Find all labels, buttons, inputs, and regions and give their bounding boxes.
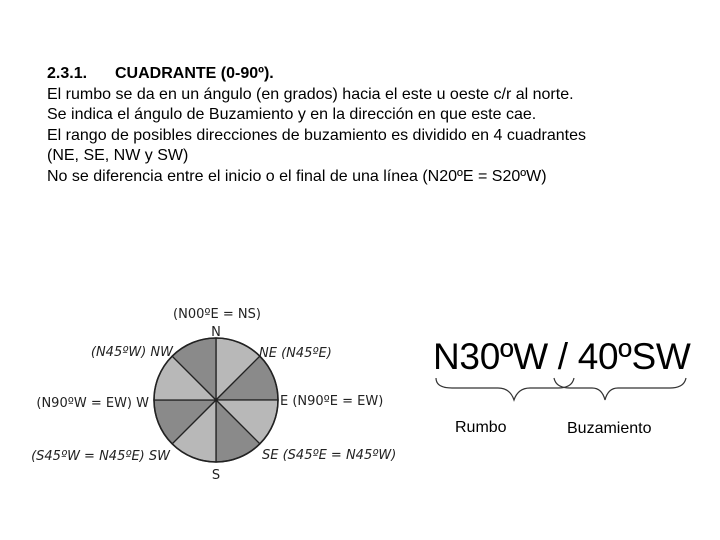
paragraph-line: No se diferencia entre el inicio o el final de una línea (N20ºE = S20ºW) [47,167,547,185]
ne-label: NE (N45ºE) [259,346,332,361]
sw-label: (S45ºW = N45ºE) SW [31,449,170,464]
paragraph-line: El rumbo se da en un ángulo (en grados) hacia el este u oeste c/r al norte. [47,85,574,103]
south-label: S [211,468,221,483]
top-label: (N00ºE = NS) [173,307,261,322]
compass-diagram [0,290,420,490]
section-number: 2.3.1. [47,65,88,82]
rumbo-label: Rumbo [455,419,507,436]
notation-text: N30ºW / 40ºSW [433,336,691,377]
north-label: N [211,325,221,340]
nw-label: (N45ºW) NW [90,345,173,360]
paragraph-line: (NE, SE, NW y SW) [47,147,189,164]
rumbo-brace [436,378,574,400]
se-label: SE (S45ºE = N45ºW) [262,448,397,463]
text-block [47,64,687,187]
section-title: CUADRANTE (0-90º). [115,65,274,82]
braces [430,374,690,408]
east-label: E (N90ºE = EW) [280,394,384,409]
west-label: (N90ºW = EW) W [36,396,149,411]
paragraph-line: Se indica el ángulo de Buzamiento y en la dirección en que este cae. [47,106,537,123]
buzamiento-label: Buzamiento [567,420,652,437]
section-heading [47,64,687,85]
buzamiento-brace [554,378,686,400]
paragraph-line: El rango de posibles direcciones de buzamiento es dividido en 4 cuadrantes [47,126,587,144]
